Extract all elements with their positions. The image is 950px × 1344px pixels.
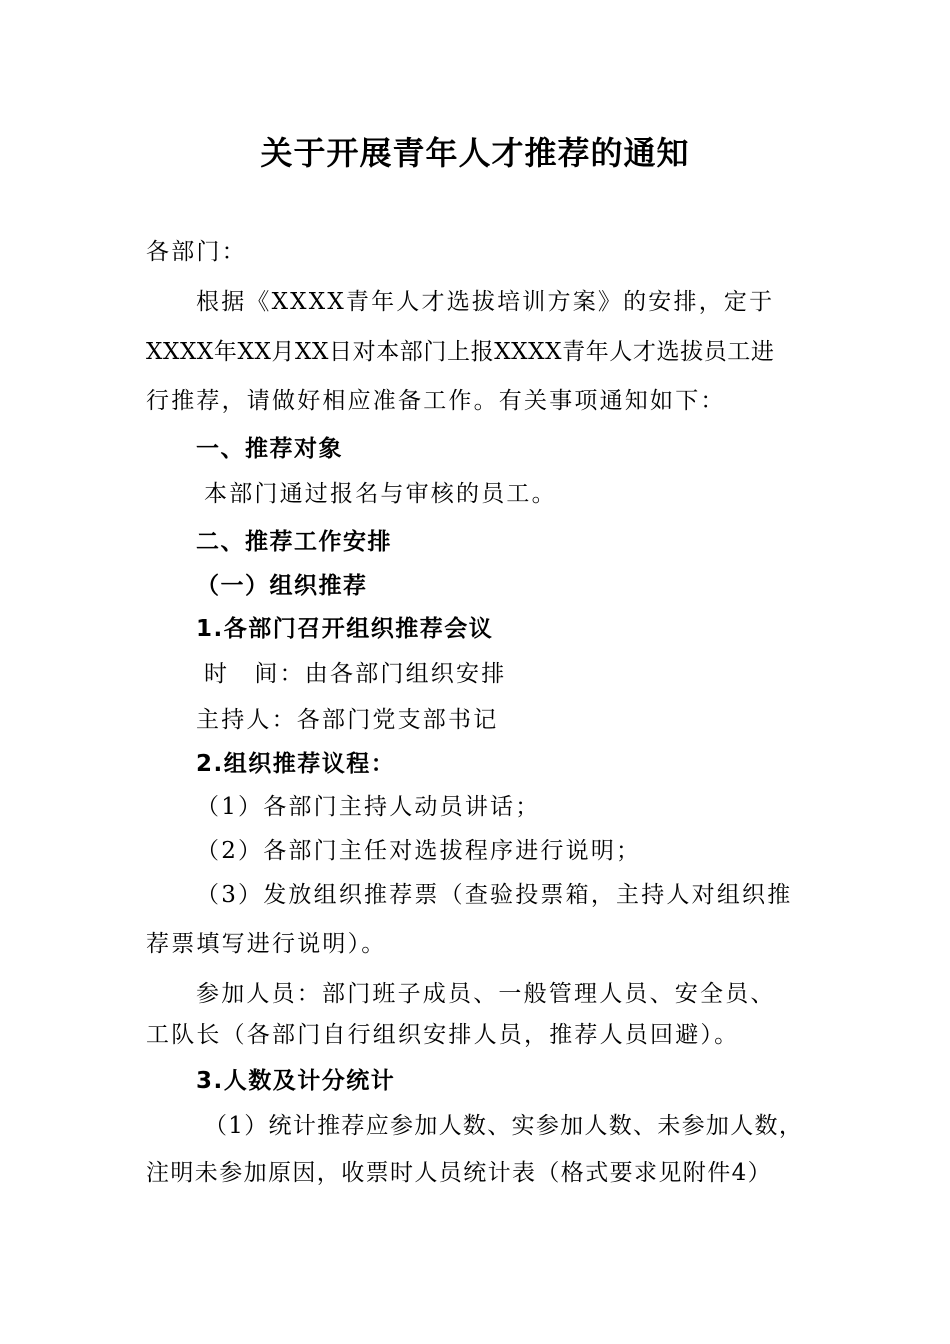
item-2-heading: 2.组织推荐议程： <box>196 751 396 777</box>
section-2-heading: 二、推荐工作安排 <box>196 529 392 555</box>
agenda-step-3-line-2: 荐票填写进行说明）。 <box>146 931 387 957</box>
participants-line-1: 参加人员：部门班子成员、一般管理人员、安全员、 <box>196 981 776 1007</box>
subsection-1-heading: （一）组织推荐 <box>196 573 368 599</box>
intro-line-1: 根据《XXXX青年人才选拔培训方案》的安排，定于 <box>196 289 775 315</box>
document-title: 关于开展青年人才推荐的通知 <box>260 134 690 172</box>
participants-line-2: 工队长（各部门自行组织安排人员，推荐人员回避）。 <box>146 1022 740 1048</box>
item-1-time: 时 间：由各部门组织安排 <box>204 661 507 687</box>
item-3-heading: 3.人数及计分统计 <box>196 1068 396 1094</box>
section-1-text: 本部门通过报名与审核的员工。 <box>204 481 557 507</box>
count-step-1-line-1: （1）统计推荐应参加人数、实参加人数、未参加人数， <box>204 1113 804 1139</box>
agenda-step-3-line-1: （3）发放组织推荐票（查验投票箱，主持人对组织推 <box>196 882 793 908</box>
agenda-step-2: （2）各部门主任对选拔程序进行说明； <box>196 838 642 864</box>
agenda-step-1: （1）各部门主持人动员讲话； <box>196 794 541 820</box>
intro-line-2: XXXX年XX月XX日对本部门上报XXXX青年人才选拔员工进 <box>146 339 775 365</box>
item-1-heading: 1.各部门召开组织推荐会议 <box>196 616 494 642</box>
salutation: 各部门： <box>146 239 247 265</box>
intro-line-3: 行推荐，请做好相应准备工作。有关事项通知如下： <box>146 388 726 414</box>
count-step-1-line-2: 注明未参加原因，收票时人员统计表（格式要求见附件4） <box>146 1160 773 1186</box>
section-1-heading: 一、推荐对象 <box>196 436 343 462</box>
item-1-host: 主持人：各部门党支部书记 <box>196 707 499 733</box>
